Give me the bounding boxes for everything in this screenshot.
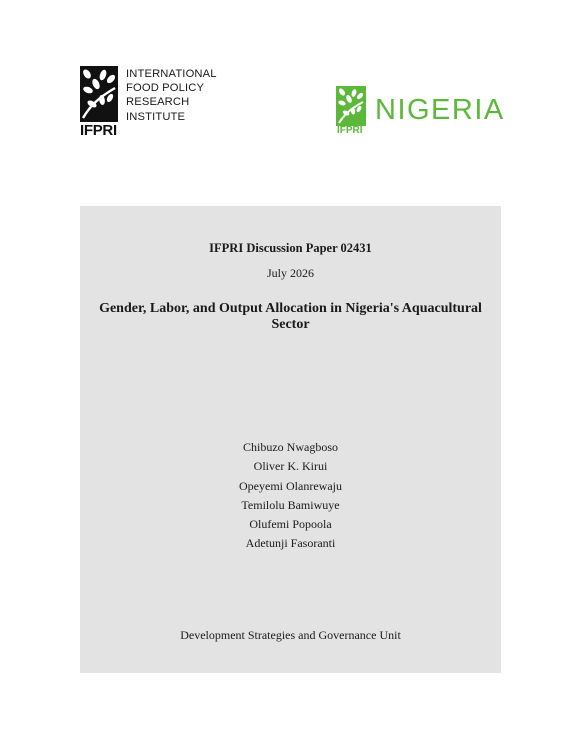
- ifpri-full-name: [126, 67, 217, 124]
- ifpri-wheat-icon: [80, 66, 118, 122]
- ifpri-name-line: INSTITUTE: [126, 110, 186, 123]
- author-name: Opeyemi Olanrewaju: [239, 478, 342, 493]
- author-name: Temilolu Bamiwuye: [241, 497, 340, 512]
- publication-date: July 2026: [266, 266, 314, 280]
- author-name: Oliver K. Kirui: [253, 459, 328, 474]
- ifpri-nigeria-abbreviation: IFPRI: [337, 125, 363, 136]
- ifpri-logo: [80, 66, 220, 138]
- author-name: Adetunji Fasoranti: [245, 536, 336, 551]
- ifpri-name-line: FOOD POLICY: [126, 82, 205, 95]
- research-unit: Development Strategies and Governance Unit: [180, 628, 401, 642]
- discussion-paper-number: IFPRI Discussion Paper 02431: [209, 241, 372, 255]
- author-name: Olufemi Popoola: [249, 517, 332, 532]
- author-name: Chibuzo Nwagboso: [243, 440, 338, 454]
- ifpri-name-line: INTERNATIONAL: [126, 68, 217, 80]
- ifpri-name-line: RESEARCH: [126, 96, 190, 109]
- cover-panel: [80, 206, 501, 673]
- ifpri-nigeria-country: NIGERIA: [375, 94, 505, 126]
- ifpri-nigeria-wheat-icon: [336, 86, 366, 126]
- author-list: [80, 438, 501, 554]
- ifpri-abbreviation: IFPRI: [80, 122, 117, 139]
- paper-title: Gender, Labor, and Output Allocation in Nigeria's Aquacultural Sector: [99, 301, 482, 332]
- ifpri-nigeria-logo: [336, 86, 506, 140]
